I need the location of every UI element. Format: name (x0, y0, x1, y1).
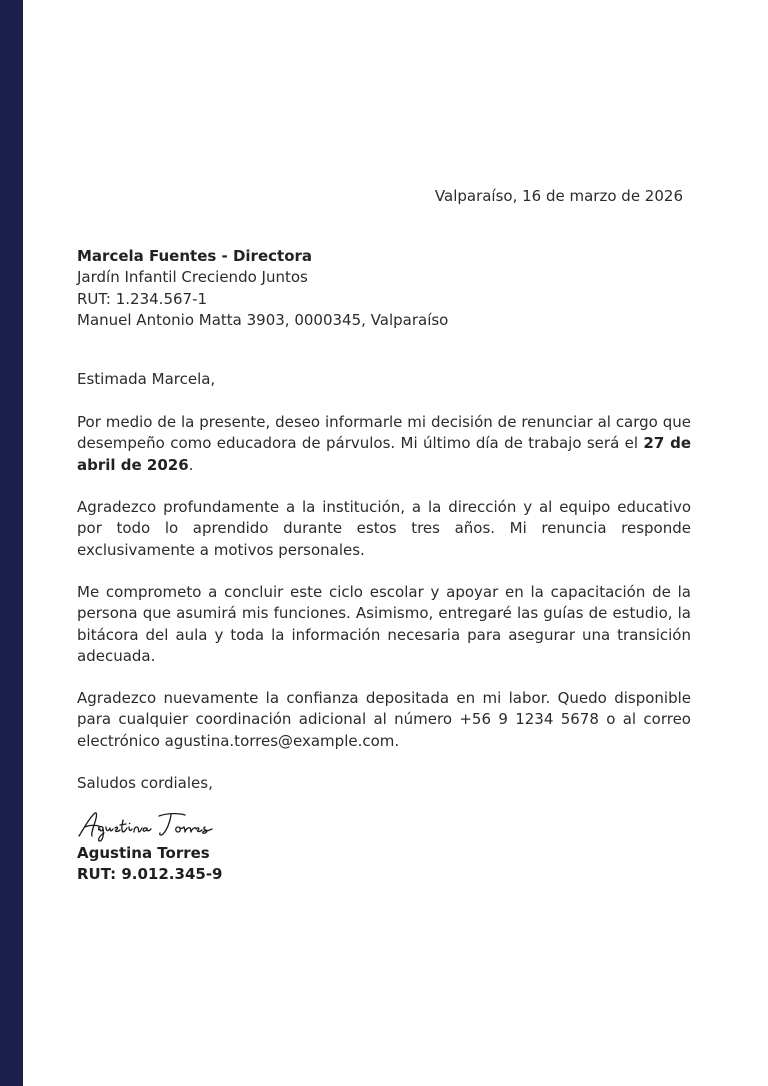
left-accent-bar (0, 0, 23, 1086)
letter-page (77, 0, 691, 1086)
paragraph-resignation-end: . (188, 455, 194, 474)
paragraph-commitment: Me comprometo a concluir este ciclo escolar y apoyar en la capacitación de la persona que asumirá mis funciones. Asimismo, entregaré las guías de estudio, la bitácora del aula y toda la información necesaria para asegurar una transición adecuada. (77, 583, 691, 665)
last-day-date: 27 de abril de 2026 (77, 434, 691, 474)
recipient-name: Marcela Fuentes - Directora (77, 247, 313, 265)
closing: Saludos cordiales, (77, 774, 213, 792)
paragraph-resignation (77, 412, 691, 476)
paragraph-gratitude: Agradezco profundamente a la institución, a la dirección y al equipo educativo por todo lo aprendido durante estos tres años. Mi renuncia responde exclusivamente a motivos personales. (77, 498, 691, 559)
recipient-rut: RUT: 1.234.567-1 (77, 289, 208, 308)
paragraph-resignation-text: Por medio de la presente, deseo informarle mi decisión de renunciar al cargo que desempeño como educadora de párvulos. Mi último día de trabajo será el (77, 413, 691, 453)
recipient-organization: Jardín Infantil Creciendo Juntos (77, 268, 308, 287)
signer-name: Agustina Torres (77, 844, 210, 862)
signer-block (77, 843, 222, 886)
handwritten-signature (75, 808, 235, 844)
signer-rut: RUT: 9.012.345-9 (77, 865, 223, 884)
recipient-block (77, 246, 691, 331)
paragraph-contact: Agradezco nuevamente la confianza depositada en mi labor. Quedo disponible para cualquier coordinación adicional al número +56 9 1234 5678 o al correo electrónico agustina.torres@example.com. (77, 689, 691, 750)
recipient-address: Manuel Antonio Matta 3903, 0000345, Valparaíso (77, 310, 449, 329)
salutation: Estimada Marcela, (77, 370, 216, 388)
letter-date: Valparaíso, 16 de marzo de 2026 (434, 187, 683, 205)
